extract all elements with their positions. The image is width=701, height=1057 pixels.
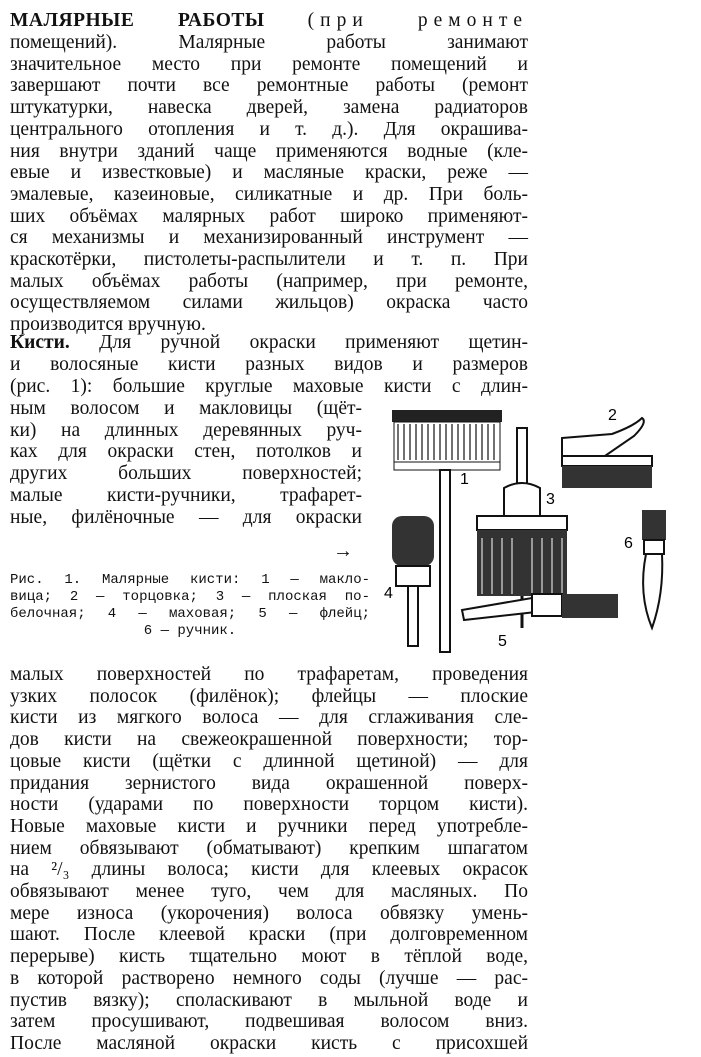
- text-line: краскотёрки, пистолеты-распылители и т. п. При: [10, 249, 528, 270]
- text-line: ности (ударами по поверхности торцом кисти).: [10, 794, 528, 816]
- text-line: мере износа (укорочения) волоса обвязку умень-: [10, 902, 528, 924]
- caption-line: вица; 2 — торцовка; 3 — плоская по-: [10, 589, 370, 605]
- caption-line: 6 — ручник.: [143, 623, 237, 639]
- figure-caption: [10, 572, 370, 640]
- text-line: помещений). Малярные работы занимают: [10, 32, 528, 53]
- brush-5-fleits-icon: [462, 594, 618, 620]
- text-line: шают. После клеевой краски (при долговременном: [10, 924, 528, 946]
- text-line: ки) на длинных деревянных руч-: [10, 419, 362, 441]
- brushes-figure: [372, 398, 672, 656]
- text-line: перерыве) кисть тщательно моют в тёплой воде,: [10, 946, 528, 968]
- text-line: малых поверхностей по трафаретам, проведения: [10, 664, 528, 685]
- kisti-keyword: Кисти.: [10, 332, 70, 353]
- arrow-icon: →: [333, 540, 353, 562]
- text-line: ным волосом и макловицы (щёт-: [10, 398, 362, 419]
- text-line: штукатурки, навеска дверей, замена радиаторов: [10, 97, 528, 119]
- text-line: других больших поверхностей;: [10, 463, 362, 485]
- caption-line: Рис. 1. Малярные кисти: 1 — макло-: [10, 572, 370, 588]
- text-line: центрального отопления и т. д.). Для окрашива-: [10, 118, 528, 140]
- figure-label-4: 4: [384, 585, 393, 602]
- text-line: придания зернистого вида окрашенной поверх-: [10, 772, 528, 794]
- article-heading-line: [10, 10, 528, 31]
- text-line: малых объёмах работы (например, при ремонте,: [10, 270, 528, 292]
- text-line: После масляной окраски кисть с присохшей: [10, 1032, 528, 1054]
- figure-label-3: 3: [546, 491, 555, 508]
- text-line: малые кисти-ручники, трафарет-: [10, 484, 362, 506]
- text-line: кисти из мягкого волоса — для сглаживания сле-: [10, 707, 528, 729]
- figure-label-1: 1: [460, 471, 469, 488]
- article-heading: МАЛЯРНЫЕ РАБОТЫ: [10, 10, 265, 31]
- text-line: затем просушивают, подвешивая волосом вниз.: [10, 1011, 528, 1033]
- brush-2-tortsovka-icon: [562, 418, 652, 488]
- text-line: пустив вязку); споласкивают в мыльной воде и: [10, 989, 528, 1011]
- text-line: ся механизмы и механизированный инструмент —: [10, 227, 528, 249]
- text-line: ния внутри зданий чаще применяются водные (кле-: [10, 140, 528, 162]
- caption-line: белочная; 4 — маховая; 5 — флейц;: [10, 606, 370, 622]
- figure-label-2: 2: [608, 407, 617, 424]
- text-line: производится вручную.: [10, 314, 206, 336]
- figure-label-5: 5: [498, 633, 507, 650]
- text-line: значительное место при ремонте помещений и: [10, 53, 528, 75]
- figure-label-6: 6: [624, 535, 633, 552]
- text-line: на ²/₃ длины волоса; кисти для клеевых окрасок: [10, 859, 528, 881]
- article-heading-suffix: (при ремонте: [307, 10, 528, 31]
- text-line: осуществляемом силами жильцов) окраска часто: [10, 292, 528, 314]
- text-line: ные, филёночные — для окраски: [10, 506, 362, 528]
- text-line: дов кисти на свежеокрашенной поверхности; тор-: [10, 729, 528, 751]
- text-line: ших объёмах малярных работ широко применяют-: [10, 205, 528, 227]
- text-line: эмалевые, казеиновые, силикатные и др. При боль-: [10, 183, 528, 205]
- text-line: нием обвязывают (обматывают) крепким шпагатом: [10, 837, 528, 859]
- brush-6-ruchnik-icon: [642, 510, 666, 628]
- text-line: завершают почти все ремонтные работы (ремонт: [10, 75, 528, 97]
- text-line: обвязывают менее туго, чем для масляных. По: [10, 881, 528, 902]
- brush-4-round-icon: [392, 516, 434, 646]
- text-line: в которой растворено немного соды (лучше — рас-: [10, 967, 528, 989]
- text-line: евые и известковые) и масляные краски, реже —: [10, 162, 528, 184]
- kisti-line-text: Для ручной окраски применяют щетин-: [69, 332, 528, 353]
- text-line: и волосяные кисти разных видов и размеров: [10, 354, 528, 375]
- text-line: (рис. 1): большие круглые маховые кисти с длин-: [10, 375, 528, 397]
- text-line: узких полосок (филёнок); флейцы — плоские: [10, 685, 528, 707]
- text-line: ках для окраски стен, потолков и: [10, 441, 362, 463]
- text-line: цовые кисти (щётки с длинной щетиной) — для: [10, 750, 528, 772]
- kisti-line: [10, 332, 528, 353]
- text-line: Новые маховые кисти и ручники перед употребле-: [10, 815, 528, 837]
